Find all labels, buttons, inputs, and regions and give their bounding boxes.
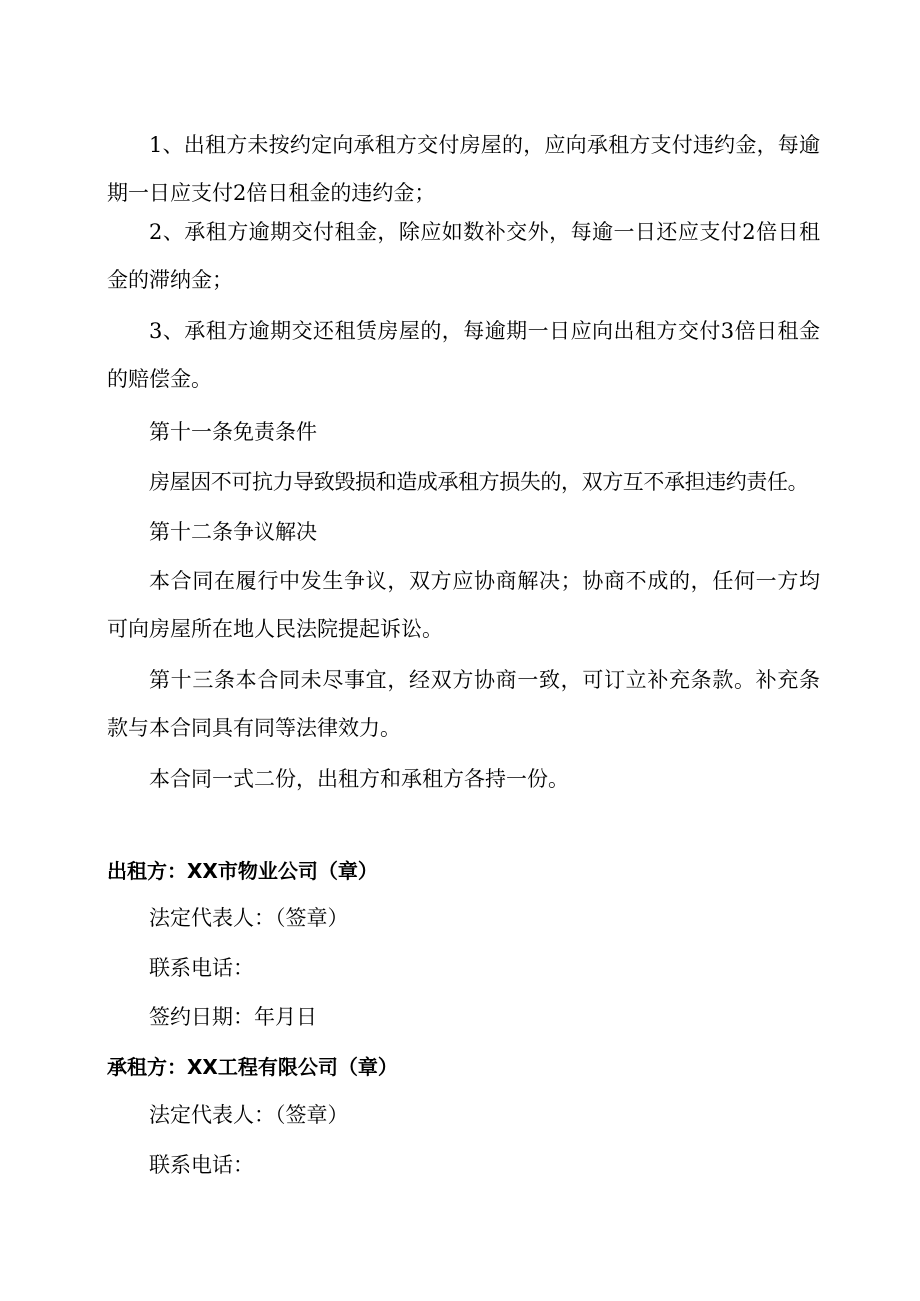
lessee-heading: 承租方：XX工程有限公司（章） — [107, 1055, 398, 1079]
lessee-legal-rep: 法定代表人：（签章） — [149, 1103, 349, 1127]
lessor-phone: 联系电话： — [149, 956, 254, 980]
lessor-heading: 出租方：XX市物业公司（章） — [107, 859, 378, 883]
penalty-clause-1: 1、出租方未按约定向承租方交付房屋的，应向承租方支付违约金，每逾期一日应支付2倍日租金的违约金； — [107, 133, 820, 205]
lessor-legal-rep: 法定代表人：（签章） — [149, 906, 349, 930]
penalty-clause-2: 2、承租方逾期交付租金，除应如数补交外，每逾一日还应支付2倍日租金的滞纳金； — [107, 220, 820, 292]
article-12-title: 第十二条争议解决 — [149, 520, 317, 544]
article-11-title: 第十一条免责条件 — [149, 420, 317, 444]
article-13: 第十三条本合同未尽事宜，经双方协商一致，可订立补充条款。补充条款与本合同具有同等法律效力。 — [107, 668, 820, 740]
lessor-sign-date: 签约日期：年月日 — [149, 1005, 317, 1029]
penalty-clause-3: 3、承租方逾期交还租赁房屋的，每逾期一日应向出租方交付3倍日租金的赔偿金。 — [107, 319, 820, 391]
article-12-body: 本合同在履行中发生争议，双方应协商解决；协商不成的，任何一方均可向房屋所在地人民法院提起诉讼。 — [107, 569, 820, 641]
copies-clause: 本合同一式二份，出租方和承租方各持一份。 — [149, 767, 569, 791]
lessee-phone: 联系电话： — [149, 1153, 254, 1177]
article-11-body: 房屋因不可抗力导致毁损和造成承租方损失的，双方互不承担违约责任。 — [149, 470, 809, 494]
